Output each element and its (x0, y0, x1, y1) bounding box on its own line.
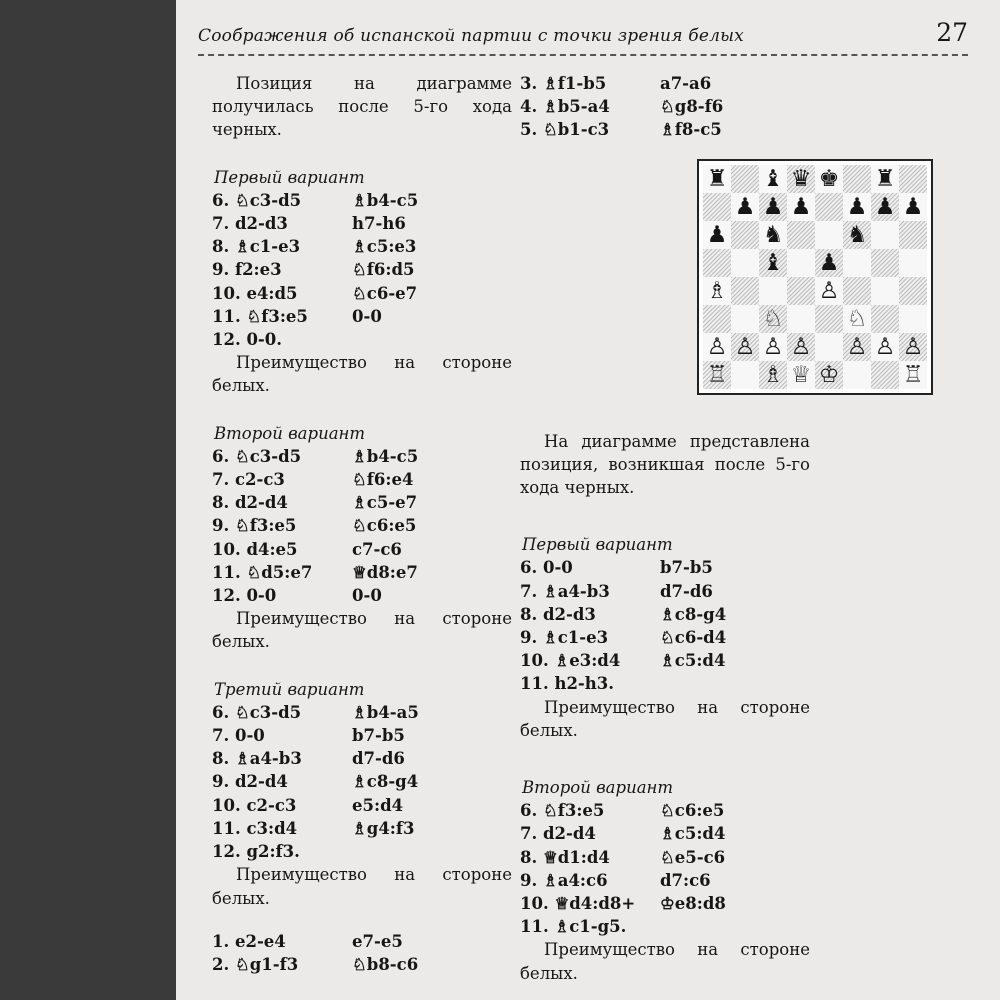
chess-piece-icon: ♙ (706, 333, 728, 360)
square-c8 (759, 165, 787, 193)
square-d7 (787, 193, 815, 221)
move-row (212, 770, 512, 793)
square-a4 (703, 277, 731, 305)
black-move: d7:c6 (660, 870, 711, 890)
move-list (212, 701, 512, 863)
white-move: 6. 0-0 (520, 558, 573, 578)
square-f4 (843, 277, 871, 305)
black-move: ♗b4-c5 (352, 446, 419, 466)
variant-title: Второй вариант (214, 423, 366, 443)
move-row (212, 701, 512, 724)
black-move: ♘b8-c6 (352, 954, 419, 974)
chess-piece-icon: ♙ (734, 333, 756, 360)
square-f8 (843, 165, 871, 193)
chess-piece-icon: ♞ (846, 221, 868, 248)
white-move: 9. ♘f3:e5 (212, 516, 297, 536)
square-a8 (703, 165, 731, 193)
white-move: 7. ♗a4-b3 (520, 581, 610, 601)
white-move: 4. ♗b5-a4 (520, 97, 610, 117)
conclusion: Преимущество на стороне белых. (520, 697, 810, 740)
move-row (212, 584, 512, 607)
square-a3 (703, 305, 731, 333)
square-a6 (703, 221, 731, 249)
black-move: ♘c6:e5 (660, 801, 725, 821)
black-move: ♗g4:f3 (352, 818, 415, 838)
square-d3 (787, 305, 815, 333)
square-c2 (759, 333, 787, 361)
square-c4 (759, 277, 787, 305)
move-row (212, 561, 512, 584)
square-h1 (899, 361, 927, 389)
square-g2 (871, 333, 899, 361)
conclusion: Преимущество на стороне белых. (212, 865, 512, 908)
black-move: b7-b5 (352, 726, 405, 746)
chess-piece-icon: ♟ (762, 193, 784, 220)
chess-piece-icon: ♟ (874, 193, 896, 220)
black-move: ♗c5:d4 (660, 651, 726, 671)
black-move: ♘f6:d5 (352, 260, 415, 280)
black-move: ♘c6-d4 (660, 628, 727, 648)
move-row (520, 95, 810, 118)
black-move: ♗c5:d4 (660, 824, 726, 844)
chess-piece-icon: ♛ (790, 165, 812, 192)
white-move: 8. d2-d3 (520, 604, 596, 624)
white-move: 5. ♘b1-c3 (520, 120, 610, 140)
black-move: ♗c5-e7 (352, 493, 418, 513)
white-move: 7. c2-c3 (212, 470, 285, 490)
black-move: ♕d8:e7 (352, 562, 418, 582)
move-row (212, 212, 512, 235)
move-row (520, 799, 810, 822)
black-move: ♘c6-e7 (352, 283, 418, 303)
white-move: 11. h2-h3. (520, 674, 614, 694)
black-move: ♗b4-c5 (352, 190, 419, 210)
move-row (520, 892, 810, 915)
chess-piece-icon: ♙ (874, 333, 896, 360)
square-f5 (843, 249, 871, 277)
square-g4 (871, 277, 899, 305)
chess-piece-icon: ♟ (846, 193, 868, 220)
white-move: 1. e2-e4 (212, 931, 286, 951)
chess-piece-icon: ♝ (762, 249, 784, 276)
move-row (520, 580, 810, 603)
black-move: 0-0 (352, 586, 382, 606)
move-row (212, 258, 512, 281)
white-move: 6. ♘c3-d5 (212, 190, 302, 210)
move-row (212, 189, 512, 212)
white-move: 12. g2:f3. (212, 842, 300, 862)
chess-piece-icon: ♚ (818, 165, 840, 192)
square-b1 (731, 361, 759, 389)
white-move: 6. ♘c3-d5 (212, 446, 302, 466)
white-move: 8. d2-d4 (212, 493, 288, 513)
move-row (520, 626, 810, 649)
chess-piece-icon: ♟ (790, 193, 812, 220)
chess-piece-icon: ♙ (790, 333, 812, 360)
running-title: Соображения об испанской партии с точки зрения белых (198, 26, 744, 46)
square-b7 (731, 193, 759, 221)
square-a5 (703, 249, 731, 277)
black-move: e5:d4 (352, 795, 404, 815)
white-move: 7. d2-d3 (212, 214, 288, 234)
move-row (212, 445, 512, 468)
move-row (520, 915, 810, 938)
chess-piece-icon: ♖ (902, 361, 924, 388)
white-move: 2. ♘g1-f3 (212, 954, 299, 974)
square-g1 (871, 361, 899, 389)
black-move: ♗f8-c5 (660, 120, 722, 140)
black-move: b7-b5 (660, 558, 713, 578)
conclusion: Преимущество на стороне белых. (520, 940, 810, 983)
move-row (520, 72, 810, 95)
square-e1 (815, 361, 843, 389)
move-row (212, 953, 512, 976)
square-g8 (871, 165, 899, 193)
chess-piece-icon: ♙ (818, 277, 840, 304)
black-move: ♘f6:e4 (352, 470, 414, 490)
chess-board (703, 165, 927, 389)
chess-piece-icon: ♟ (734, 193, 756, 220)
move-list (212, 445, 512, 607)
chess-piece-icon: ♟ (902, 193, 924, 220)
square-b3 (731, 305, 759, 333)
square-h4 (899, 277, 927, 305)
move-row (212, 235, 512, 258)
white-move: 9. ♗a4:c6 (520, 870, 608, 890)
move-row (520, 556, 810, 579)
chess-piece-icon: ♗ (706, 277, 728, 304)
white-move: 10. c2-c3 (212, 795, 297, 815)
square-d2 (787, 333, 815, 361)
square-h2 (899, 333, 927, 361)
white-move: 8. ♗c1-e3 (212, 237, 301, 257)
square-b6 (731, 221, 759, 249)
chess-piece-icon: ♖ (706, 361, 728, 388)
square-d8 (787, 165, 815, 193)
header-rule (198, 54, 968, 56)
square-g7 (871, 193, 899, 221)
white-move: 10. ♕d4:d8+ (520, 894, 636, 914)
variant-title: Первый вариант (214, 167, 365, 187)
white-move: 8. ♗a4-b3 (212, 749, 302, 769)
white-move: 9. ♗c1-e3 (520, 628, 609, 648)
move-row (212, 282, 512, 305)
black-move: ♘e5-c6 (660, 847, 726, 867)
square-b2 (731, 333, 759, 361)
variant-title: Второй вариант (522, 778, 674, 798)
white-move: 6. ♘f3:e5 (520, 801, 605, 821)
square-b5 (731, 249, 759, 277)
chess-piece-icon: ♗ (762, 361, 784, 388)
chess-piece-icon: ♜ (706, 165, 728, 192)
move-row (212, 468, 512, 491)
square-e4 (815, 277, 843, 305)
square-g3 (871, 305, 899, 333)
square-b8 (731, 165, 759, 193)
chess-piece-icon: ♔ (818, 361, 840, 388)
black-move: ♘g8-f6 (660, 97, 724, 117)
square-c3 (759, 305, 787, 333)
square-c5 (759, 249, 787, 277)
opening-move-list (520, 72, 810, 142)
square-c1 (759, 361, 787, 389)
square-h5 (899, 249, 927, 277)
move-row (520, 846, 810, 869)
move-row (212, 794, 512, 817)
square-g6 (871, 221, 899, 249)
square-f6 (843, 221, 871, 249)
move-row (212, 840, 512, 863)
square-c6 (759, 221, 787, 249)
square-h8 (899, 165, 927, 193)
black-move: e7-e5 (352, 931, 403, 951)
chess-piece-icon: ♟ (818, 249, 840, 276)
chess-piece-icon: ♘ (846, 305, 868, 332)
black-move: ♗c8-g4 (352, 772, 419, 792)
move-row (212, 538, 512, 561)
move-row (520, 869, 810, 892)
square-e8 (815, 165, 843, 193)
move-row (520, 603, 810, 626)
white-move: 11. ♘f3:e5 (212, 306, 308, 326)
variant-title: Третий вариант (214, 679, 365, 699)
white-move: 10. d4:e5 (212, 539, 298, 559)
move-row (212, 305, 512, 328)
black-move: a7-a6 (660, 74, 712, 93)
chess-piece-icon: ♕ (790, 361, 812, 388)
move-row (520, 822, 810, 845)
book-page (176, 0, 1000, 1000)
square-d1 (787, 361, 815, 389)
running-head (198, 18, 968, 62)
move-list (520, 799, 810, 938)
chess-piece-icon: ♟ (706, 221, 728, 248)
black-move: h7-h6 (352, 214, 406, 234)
chess-piece-icon: ♝ (762, 165, 784, 192)
move-row (520, 672, 810, 695)
square-f7 (843, 193, 871, 221)
white-move: 9. f2:e3 (212, 260, 282, 280)
black-move: ♗b4-a5 (352, 702, 419, 722)
move-row (520, 649, 810, 672)
white-move: 3. ♗f1-b5 (520, 74, 607, 93)
square-f1 (843, 361, 871, 389)
move-row (212, 491, 512, 514)
chess-piece-icon: ♙ (762, 333, 784, 360)
square-e3 (815, 305, 843, 333)
chess-piece-icon: ♙ (902, 333, 924, 360)
square-h3 (899, 305, 927, 333)
square-e2 (815, 333, 843, 361)
square-c7 (759, 193, 787, 221)
square-a7 (703, 193, 731, 221)
square-g5 (871, 249, 899, 277)
white-move: 9. d2-d4 (212, 772, 288, 792)
chess-piece-icon: ♞ (762, 221, 784, 248)
square-h6 (899, 221, 927, 249)
black-move: ♔e8:d8 (660, 894, 726, 914)
white-move: 6. ♘c3-d5 (212, 702, 302, 722)
black-move: ♗c8-g4 (660, 604, 727, 624)
square-e5 (815, 249, 843, 277)
white-move: 7. 0-0 (212, 726, 265, 746)
move-list (212, 189, 512, 351)
variant-title: Первый вариант (522, 535, 673, 555)
move-row (212, 747, 512, 770)
white-move: 10. e4:d5 (212, 283, 298, 303)
opening-move-list (212, 930, 512, 976)
chess-piece-icon: ♜ (874, 165, 896, 192)
white-move: 8. ♕d1:d4 (520, 847, 610, 867)
move-row (212, 328, 512, 351)
chess-diagram (697, 159, 933, 395)
white-move: 7. d2-d4 (520, 824, 596, 844)
square-e7 (815, 193, 843, 221)
move-row (212, 930, 512, 953)
square-d4 (787, 277, 815, 305)
page-number: 27 (936, 18, 968, 47)
move-list (520, 556, 810, 695)
move-row (212, 724, 512, 747)
chess-piece-icon: ♘ (762, 305, 784, 332)
square-d6 (787, 221, 815, 249)
white-move: 11. ♘d5:e7 (212, 562, 313, 582)
black-move: ♘c6:e5 (352, 516, 417, 536)
square-e6 (815, 221, 843, 249)
white-move: 11. c3:d4 (212, 818, 298, 838)
black-move: c7-c6 (352, 539, 402, 559)
white-move: 12. 0-0 (212, 586, 277, 606)
move-row (212, 817, 512, 840)
black-move: d7-d6 (660, 581, 713, 601)
square-a2 (703, 333, 731, 361)
square-f2 (843, 333, 871, 361)
move-row (520, 118, 810, 141)
square-b4 (731, 277, 759, 305)
move-row (212, 514, 512, 537)
white-move: 11. ♗c1-g5. (520, 917, 627, 937)
conclusion: Преимущество на стороне белых. (212, 353, 512, 396)
intro-paragraph: Позиция на диаграмме получилась после 5-го хода черных. (212, 74, 512, 140)
conclusion: Преимущество на стороне белых. (212, 609, 512, 652)
black-move: 0-0 (352, 306, 382, 326)
square-d5 (787, 249, 815, 277)
black-move: d7-d6 (352, 749, 405, 769)
left-column (212, 72, 512, 976)
square-a1 (703, 361, 731, 389)
white-move: 10. ♗e3:d4 (520, 651, 621, 671)
square-f3 (843, 305, 871, 333)
black-move: ♗c5:e3 (352, 237, 417, 257)
white-move: 12. 0-0. (212, 330, 283, 350)
chess-piece-icon: ♙ (846, 333, 868, 360)
diagram-caption: На диаграмме представлена позиция, возникшая после 5-го хода черных. (520, 431, 810, 498)
square-h7 (899, 193, 927, 221)
